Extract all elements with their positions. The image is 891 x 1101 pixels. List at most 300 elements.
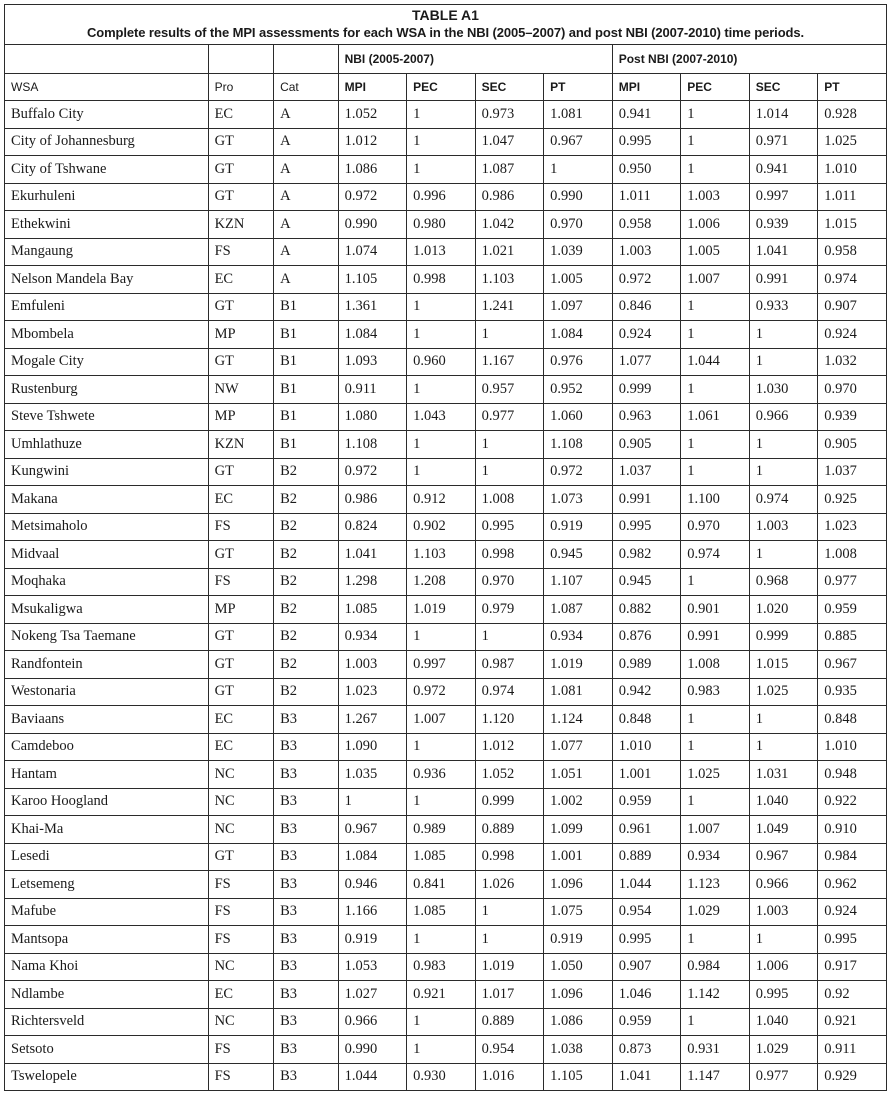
- table-row: [5, 541, 887, 569]
- cell-sec-post: 0.974: [749, 486, 818, 514]
- table-row: [5, 403, 887, 431]
- cell-pec-nbi: 0.980: [407, 211, 476, 239]
- table-row: [5, 431, 887, 459]
- cell-cat: A: [274, 128, 339, 156]
- cell-wsa: Nelson Mandela Bay: [5, 266, 209, 294]
- cell-pec-nbi: 0.902: [407, 513, 476, 541]
- cell-mpi-nbi: 1.090: [338, 733, 407, 761]
- cell-pec-nbi: 1: [407, 788, 476, 816]
- cell-wsa: Rustenburg: [5, 376, 209, 404]
- cell-pt-nbi: 1.073: [544, 486, 613, 514]
- cell-sec-post: 1.031: [749, 761, 818, 789]
- cell-pro: KZN: [208, 211, 274, 239]
- table-row: [5, 156, 887, 184]
- cell-pt-nbi: 1.075: [544, 898, 613, 926]
- cell-sec-nbi: 1: [475, 321, 544, 349]
- cell-mpi-post: 0.963: [612, 403, 681, 431]
- cell-mpi-post: 0.954: [612, 898, 681, 926]
- cell-pt-post: 0.921: [818, 1008, 887, 1036]
- cell-pro: FS: [208, 926, 274, 954]
- table-row: [5, 981, 887, 1009]
- column-header-pro: Pro: [208, 74, 274, 101]
- cell-wsa: Mbombela: [5, 321, 209, 349]
- cell-sec-post: 0.933: [749, 293, 818, 321]
- cell-sec-nbi: 0.999: [475, 788, 544, 816]
- cell-sec-post: 1: [749, 733, 818, 761]
- cell-sec-nbi: 0.957: [475, 376, 544, 404]
- cell-mpi-post: 0.995: [612, 926, 681, 954]
- cell-cat: B1: [274, 321, 339, 349]
- cell-mpi-post: 1.077: [612, 348, 681, 376]
- cell-cat: B3: [274, 706, 339, 734]
- cell-mpi-post: 1.041: [612, 1063, 681, 1091]
- cell-cat: B3: [274, 898, 339, 926]
- cell-wsa: City of Tshwane: [5, 156, 209, 184]
- cell-pec-post: 1.044: [681, 348, 750, 376]
- cell-pro: FS: [208, 238, 274, 266]
- cell-wsa: Nama Khoi: [5, 953, 209, 981]
- cell-cat: B2: [274, 541, 339, 569]
- cell-pro: GT: [208, 623, 274, 651]
- cell-pec-nbi: 1: [407, 376, 476, 404]
- cell-pec-post: 1: [681, 788, 750, 816]
- cell-pt-post: 1.010: [818, 733, 887, 761]
- cell-pro: GT: [208, 651, 274, 679]
- cell-pec-nbi: 1: [407, 926, 476, 954]
- table-row: [5, 1036, 887, 1064]
- cell-pec-post: 1: [681, 458, 750, 486]
- cell-pt-nbi: 0.919: [544, 513, 613, 541]
- cell-mpi-post: 0.950: [612, 156, 681, 184]
- cell-wsa: Lesedi: [5, 843, 209, 871]
- cell-pt-nbi: 1.039: [544, 238, 613, 266]
- cell-mpi-post: 0.907: [612, 953, 681, 981]
- cell-pt-nbi: 1.002: [544, 788, 613, 816]
- table-title: TABLE A1: [412, 7, 479, 23]
- column-header-cat: Cat: [274, 74, 339, 101]
- cell-pro: MP: [208, 403, 274, 431]
- cell-pec-post: 1.147: [681, 1063, 750, 1091]
- cell-pt-post: 0.970: [818, 376, 887, 404]
- table-row: [5, 128, 887, 156]
- cell-pt-nbi: 1.081: [544, 101, 613, 129]
- cell-pt-nbi: 1.038: [544, 1036, 613, 1064]
- column-header-pec-nbi: PEC: [407, 74, 476, 101]
- cell-pec-nbi: 0.921: [407, 981, 476, 1009]
- cell-pt-post: 0.92: [818, 981, 887, 1009]
- table-body: [5, 101, 887, 1091]
- cell-pt-nbi: 0.919: [544, 926, 613, 954]
- cell-pro: GT: [208, 348, 274, 376]
- cell-pec-post: 1: [681, 128, 750, 156]
- group-empty-cell: [5, 45, 209, 74]
- cell-cat: B1: [274, 431, 339, 459]
- cell-mpi-post: 0.905: [612, 431, 681, 459]
- cell-pt-post: 0.977: [818, 568, 887, 596]
- cell-sec-nbi: 0.995: [475, 513, 544, 541]
- cell-pt-nbi: 1.086: [544, 1008, 613, 1036]
- cell-pt-nbi: 1.005: [544, 266, 613, 294]
- cell-pec-post: 0.984: [681, 953, 750, 981]
- cell-pro: FS: [208, 568, 274, 596]
- cell-pec-nbi: 0.998: [407, 266, 476, 294]
- group-header-nbi: NBI (2005-2007): [338, 45, 612, 74]
- cell-mpi-nbi: 0.967: [338, 816, 407, 844]
- cell-sec-nbi: 1.042: [475, 211, 544, 239]
- cell-pt-post: 0.885: [818, 623, 887, 651]
- cell-mpi-nbi: 1.041: [338, 541, 407, 569]
- column-header-pt-post: PT: [818, 74, 887, 101]
- cell-wsa: City of Johannesburg: [5, 128, 209, 156]
- cell-pt-post: 0.924: [818, 321, 887, 349]
- cell-mpi-nbi: 1.027: [338, 981, 407, 1009]
- cell-pt-nbi: 1.019: [544, 651, 613, 679]
- cell-mpi-nbi: 1.044: [338, 1063, 407, 1091]
- cell-cat: A: [274, 238, 339, 266]
- cell-pec-nbi: 1.019: [407, 596, 476, 624]
- cell-sec-post: 1.003: [749, 898, 818, 926]
- cell-mpi-nbi: 1.361: [338, 293, 407, 321]
- cell-wsa: Richtersveld: [5, 1008, 209, 1036]
- cell-pec-post: 1.006: [681, 211, 750, 239]
- cell-pec-post: 0.901: [681, 596, 750, 624]
- cell-wsa: Hantam: [5, 761, 209, 789]
- cell-sec-post: 1.040: [749, 788, 818, 816]
- cell-pt-post: 1.037: [818, 458, 887, 486]
- cell-mpi-post: 0.999: [612, 376, 681, 404]
- cell-pt-post: 0.935: [818, 678, 887, 706]
- cell-sec-nbi: 1.008: [475, 486, 544, 514]
- cell-pt-nbi: 1.084: [544, 321, 613, 349]
- cell-pec-post: 1: [681, 568, 750, 596]
- cell-pt-nbi: 1.001: [544, 843, 613, 871]
- cell-mpi-nbi: 1.086: [338, 156, 407, 184]
- cell-pt-nbi: 0.952: [544, 376, 613, 404]
- table-row: [5, 733, 887, 761]
- cell-wsa: Msukaligwa: [5, 596, 209, 624]
- group-header-row: [5, 45, 887, 74]
- cell-mpi-nbi: 1.080: [338, 403, 407, 431]
- cell-sec-post: 0.968: [749, 568, 818, 596]
- cell-pt-nbi: 0.990: [544, 183, 613, 211]
- cell-mpi-nbi: 1.084: [338, 843, 407, 871]
- cell-wsa: Moqhaka: [5, 568, 209, 596]
- cell-pt-post: 0.939: [818, 403, 887, 431]
- table-row: [5, 183, 887, 211]
- cell-pt-post: 1.025: [818, 128, 887, 156]
- cell-sec-nbi: 0.974: [475, 678, 544, 706]
- column-header-pec-post: PEC: [681, 74, 750, 101]
- column-header-mpi-post: MPI: [612, 74, 681, 101]
- cell-sec-post: 1.030: [749, 376, 818, 404]
- cell-pec-post: 1.007: [681, 816, 750, 844]
- cell-wsa: Letsemeng: [5, 871, 209, 899]
- cell-sec-nbi: 0.979: [475, 596, 544, 624]
- cell-pec-nbi: 1: [407, 1036, 476, 1064]
- cell-mpi-nbi: 1.053: [338, 953, 407, 981]
- cell-cat: B1: [274, 376, 339, 404]
- cell-cat: A: [274, 266, 339, 294]
- cell-mpi-nbi: 1.023: [338, 678, 407, 706]
- cell-pro: NC: [208, 761, 274, 789]
- cell-pec-post: 1.025: [681, 761, 750, 789]
- cell-wsa: Makana: [5, 486, 209, 514]
- cell-pec-nbi: 0.912: [407, 486, 476, 514]
- cell-pt-post: 1.023: [818, 513, 887, 541]
- cell-pec-post: 1.123: [681, 871, 750, 899]
- cell-sec-post: 1: [749, 926, 818, 954]
- cell-mpi-nbi: 1.052: [338, 101, 407, 129]
- cell-mpi-post: 0.995: [612, 128, 681, 156]
- cell-cat: B2: [274, 513, 339, 541]
- cell-sec-post: 0.977: [749, 1063, 818, 1091]
- cell-mpi-post: 0.873: [612, 1036, 681, 1064]
- cell-sec-post: 1.014: [749, 101, 818, 129]
- cell-mpi-post: 1.037: [612, 458, 681, 486]
- cell-mpi-nbi: 1.267: [338, 706, 407, 734]
- cell-pt-nbi: 1.087: [544, 596, 613, 624]
- cell-mpi-post: 0.989: [612, 651, 681, 679]
- cell-sec-nbi: 0.973: [475, 101, 544, 129]
- cell-cat: B3: [274, 926, 339, 954]
- cell-sec-post: 1.029: [749, 1036, 818, 1064]
- cell-pt-post: 0.948: [818, 761, 887, 789]
- table-row: [5, 898, 887, 926]
- cell-pt-post: 0.959: [818, 596, 887, 624]
- cell-cat: B3: [274, 1008, 339, 1036]
- cell-sec-nbi: 1.052: [475, 761, 544, 789]
- cell-mpi-nbi: 0.986: [338, 486, 407, 514]
- cell-mpi-post: 0.924: [612, 321, 681, 349]
- cell-pt-post: 0.922: [818, 788, 887, 816]
- cell-mpi-nbi: 1.012: [338, 128, 407, 156]
- cell-pec-post: 1: [681, 293, 750, 321]
- table-row: [5, 871, 887, 899]
- cell-pro: FS: [208, 1036, 274, 1064]
- table-row: [5, 376, 887, 404]
- cell-wsa: Karoo Hoogland: [5, 788, 209, 816]
- cell-pt-post: 1.015: [818, 211, 887, 239]
- cell-sec-nbi: 1: [475, 898, 544, 926]
- cell-pec-post: 1.008: [681, 651, 750, 679]
- cell-pec-nbi: 0.841: [407, 871, 476, 899]
- cell-pt-nbi: 0.967: [544, 128, 613, 156]
- cell-wsa: Ndlambe: [5, 981, 209, 1009]
- cell-mpi-nbi: 0.911: [338, 376, 407, 404]
- cell-mpi-nbi: 0.990: [338, 211, 407, 239]
- cell-pt-nbi: 0.970: [544, 211, 613, 239]
- cell-pec-post: 0.974: [681, 541, 750, 569]
- cell-cat: B3: [274, 981, 339, 1009]
- cell-pt-post: 0.911: [818, 1036, 887, 1064]
- cell-pec-nbi: 1.208: [407, 568, 476, 596]
- mpi-results-table: [4, 4, 887, 1091]
- cell-wsa: Kungwini: [5, 458, 209, 486]
- cell-wsa: Mantsopa: [5, 926, 209, 954]
- table-row: [5, 843, 887, 871]
- cell-pec-post: 1.005: [681, 238, 750, 266]
- cell-sec-nbi: 1.021: [475, 238, 544, 266]
- cell-mpi-nbi: 1.074: [338, 238, 407, 266]
- column-header-pt-nbi: PT: [544, 74, 613, 101]
- table-row: [5, 211, 887, 239]
- cell-pec-nbi: 1: [407, 128, 476, 156]
- cell-wsa: Ethekwini: [5, 211, 209, 239]
- cell-mpi-nbi: 1.085: [338, 596, 407, 624]
- table-row: [5, 238, 887, 266]
- cell-mpi-nbi: 0.972: [338, 458, 407, 486]
- cell-wsa: Ekurhuleni: [5, 183, 209, 211]
- cell-pec-nbi: 1: [407, 458, 476, 486]
- cell-cat: B3: [274, 788, 339, 816]
- cell-pec-nbi: 1.085: [407, 898, 476, 926]
- cell-mpi-post: 0.991: [612, 486, 681, 514]
- cell-cat: B3: [274, 1063, 339, 1091]
- cell-mpi-nbi: 1.105: [338, 266, 407, 294]
- cell-pro: EC: [208, 981, 274, 1009]
- cell-pt-post: 0.929: [818, 1063, 887, 1091]
- cell-sec-post: 0.939: [749, 211, 818, 239]
- cell-pro: GT: [208, 156, 274, 184]
- table-row: [5, 266, 887, 294]
- cell-mpi-post: 1.001: [612, 761, 681, 789]
- cell-sec-nbi: 0.889: [475, 816, 544, 844]
- cell-pt-post: 0.974: [818, 266, 887, 294]
- cell-cat: B3: [274, 953, 339, 981]
- cell-pro: EC: [208, 486, 274, 514]
- cell-sec-post: 1.015: [749, 651, 818, 679]
- cell-sec-post: 1: [749, 321, 818, 349]
- cell-pro: EC: [208, 101, 274, 129]
- cell-sec-nbi: 1: [475, 926, 544, 954]
- cell-pt-nbi: 1.096: [544, 981, 613, 1009]
- cell-mpi-nbi: 1: [338, 788, 407, 816]
- cell-pro: GT: [208, 128, 274, 156]
- title-row: [5, 5, 887, 45]
- cell-pec-nbi: 0.996: [407, 183, 476, 211]
- cell-wsa: Randfontein: [5, 651, 209, 679]
- cell-sec-post: 1.040: [749, 1008, 818, 1036]
- cell-mpi-post: 0.945: [612, 568, 681, 596]
- cell-pro: MP: [208, 321, 274, 349]
- cell-pt-post: 0.907: [818, 293, 887, 321]
- table-row: [5, 953, 887, 981]
- cell-pec-post: 1.003: [681, 183, 750, 211]
- cell-sec-post: 1.003: [749, 513, 818, 541]
- cell-cat: A: [274, 156, 339, 184]
- cell-pt-nbi: 1.099: [544, 816, 613, 844]
- cell-sec-post: 1: [749, 706, 818, 734]
- group-empty-cell: [208, 45, 274, 74]
- table-caption: Complete results of the MPI assessments for each WSA in the NBI (2005–2007) and post NBI (2007-2010) time periods.: [86, 25, 805, 40]
- cell-cat: B2: [274, 678, 339, 706]
- cell-pec-nbi: 1: [407, 156, 476, 184]
- cell-sec-post: 0.941: [749, 156, 818, 184]
- cell-cat: B1: [274, 403, 339, 431]
- cell-pec-post: 1: [681, 926, 750, 954]
- cell-pt-post: 0.910: [818, 816, 887, 844]
- cell-cat: A: [274, 211, 339, 239]
- cell-pro: NC: [208, 953, 274, 981]
- cell-mpi-post: 1.003: [612, 238, 681, 266]
- table-row: [5, 101, 887, 129]
- cell-sec-nbi: 1.167: [475, 348, 544, 376]
- cell-mpi-post: 0.995: [612, 513, 681, 541]
- cell-mpi-nbi: 1.093: [338, 348, 407, 376]
- cell-sec-post: 1: [749, 431, 818, 459]
- cell-wsa: Setsoto: [5, 1036, 209, 1064]
- cell-pec-nbi: 1: [407, 293, 476, 321]
- cell-pec-nbi: 1.007: [407, 706, 476, 734]
- cell-cat: B3: [274, 761, 339, 789]
- cell-mpi-post: 1.011: [612, 183, 681, 211]
- cell-mpi-post: 1.010: [612, 733, 681, 761]
- cell-pec-post: 1: [681, 431, 750, 459]
- cell-wsa: Midvaal: [5, 541, 209, 569]
- cell-cat: B3: [274, 1036, 339, 1064]
- cell-pec-post: 0.991: [681, 623, 750, 651]
- cell-mpi-nbi: 1.166: [338, 898, 407, 926]
- cell-sec-post: 0.971: [749, 128, 818, 156]
- cell-pec-post: 1: [681, 1008, 750, 1036]
- cell-pro: GT: [208, 541, 274, 569]
- cell-sec-nbi: 0.889: [475, 1008, 544, 1036]
- cell-pro: NC: [208, 1008, 274, 1036]
- cell-pro: GT: [208, 293, 274, 321]
- cell-pec-post: 1: [681, 733, 750, 761]
- cell-pt-nbi: 0.934: [544, 623, 613, 651]
- cell-pt-post: 0.848: [818, 706, 887, 734]
- cell-sec-post: 1.006: [749, 953, 818, 981]
- column-header-row: [5, 74, 887, 101]
- cell-pt-post: 0.958: [818, 238, 887, 266]
- cell-pt-post: 0.995: [818, 926, 887, 954]
- cell-cat: B3: [274, 843, 339, 871]
- cell-mpi-nbi: 0.990: [338, 1036, 407, 1064]
- cell-pec-nbi: 1: [407, 321, 476, 349]
- cell-sec-post: 1: [749, 541, 818, 569]
- cell-pro: MP: [208, 596, 274, 624]
- cell-wsa: Mogale City: [5, 348, 209, 376]
- cell-mpi-post: 0.959: [612, 788, 681, 816]
- cell-pt-post: 1.010: [818, 156, 887, 184]
- cell-sec-post: 1: [749, 458, 818, 486]
- column-header-sec-nbi: SEC: [475, 74, 544, 101]
- cell-pt-post: 0.984: [818, 843, 887, 871]
- cell-pt-nbi: 1.108: [544, 431, 613, 459]
- cell-pec-nbi: 0.960: [407, 348, 476, 376]
- table-row: [5, 678, 887, 706]
- cell-pro: EC: [208, 733, 274, 761]
- cell-pec-post: 1.029: [681, 898, 750, 926]
- cell-sec-post: 0.991: [749, 266, 818, 294]
- cell-mpi-post: 1.046: [612, 981, 681, 1009]
- cell-pec-nbi: 1: [407, 733, 476, 761]
- cell-sec-nbi: 1.019: [475, 953, 544, 981]
- cell-cat: B2: [274, 458, 339, 486]
- cell-mpi-nbi: 0.934: [338, 623, 407, 651]
- cell-wsa: Metsimaholo: [5, 513, 209, 541]
- cell-pec-nbi: 0.936: [407, 761, 476, 789]
- cell-pt-post: 1.011: [818, 183, 887, 211]
- cell-mpi-post: 0.846: [612, 293, 681, 321]
- cell-pt-nbi: 0.976: [544, 348, 613, 376]
- cell-sec-post: 0.966: [749, 871, 818, 899]
- cell-cat: B3: [274, 733, 339, 761]
- cell-pt-nbi: 1.107: [544, 568, 613, 596]
- cell-sec-nbi: 1.241: [475, 293, 544, 321]
- cell-pec-nbi: 1.013: [407, 238, 476, 266]
